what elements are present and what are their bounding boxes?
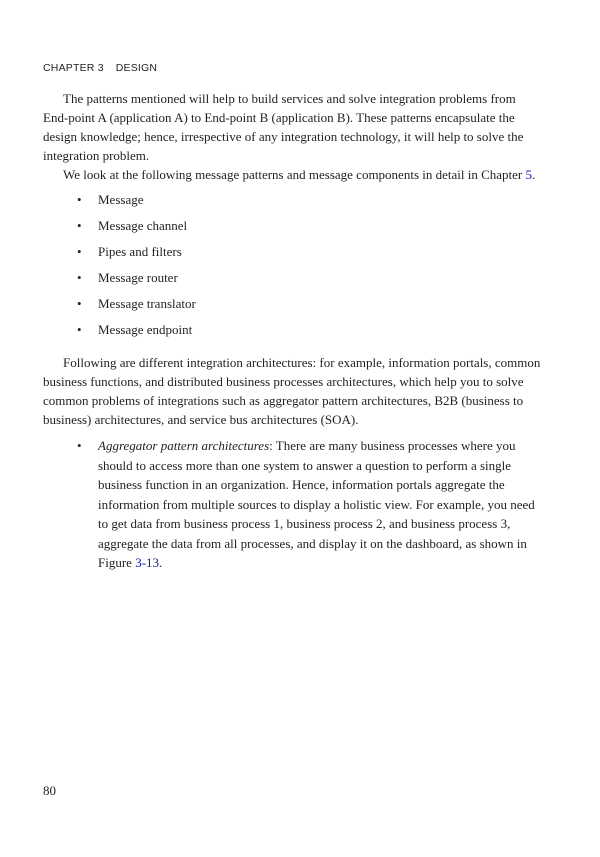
list-item: [43, 190, 543, 216]
chapter-title: DESIGN: [115, 62, 158, 74]
chapter-link[interactable]: 5: [525, 167, 533, 182]
bullet-icon: •: [77, 244, 82, 259]
paragraph-text: We look at the following message patterns and message components in detail in Chapter: [63, 167, 526, 182]
list-item-label: Message endpoint: [98, 322, 193, 337]
bullet-icon: •: [77, 192, 82, 207]
bullet-icon: •: [77, 296, 82, 311]
list-item-label: Message: [98, 192, 144, 207]
bullet-icon: •: [77, 218, 82, 233]
bullet-icon: •: [77, 438, 82, 453]
list-item: [43, 216, 543, 242]
list-item-label: Message router: [98, 270, 178, 285]
architectures-paragraph: Following are different integration architectures: for example, information portals, common business functions, and distributed business processes architectures, which help you to solve common problems of integrations such as aggregator pattern architectures, B2B (business to business) architectures, and service bus architectures (SOA).: [43, 355, 541, 427]
chapter-label: CHAPTER 3: [43, 62, 104, 74]
bullet-icon: •: [77, 322, 82, 337]
running-header: [43, 62, 157, 74]
aggregator-description: : There are many business processes where you should to access more than one system to answer a question to perform a single business function in an organization. Hence, information portals aggregate the information from multiple sources to display a holistic view. For example, you need to get data from business process 1, business process 2, and business process 3, aggregate the data from all processes, and display it on the dashboard, as shown in Figure: [98, 438, 535, 570]
list-item: [43, 268, 543, 294]
list-item-label: Message translator: [98, 296, 196, 311]
list-item: [43, 242, 543, 268]
paragraph-end: .: [532, 167, 536, 182]
aggregator-term: Aggregator pattern architectures: [98, 438, 270, 453]
bullet-icon: •: [77, 270, 82, 285]
list-item-label: Message channel: [98, 218, 188, 233]
list-item: [43, 320, 543, 346]
aggregator-bullet: [43, 436, 538, 573]
list-item-label: Pipes and filters: [98, 244, 182, 259]
page-body: [43, 89, 543, 573]
page-number: 80: [43, 783, 56, 798]
figure-link[interactable]: 3-13: [135, 555, 160, 570]
list-item: [43, 294, 543, 320]
intro-paragraph: The patterns mentioned will help to build services and solve integration problems from End-point A (application A) to End-point B (application B). These patterns encapsulate the design knowledge; hence, irrespective of any integration technology, it will help to solve the integration problem.: [43, 91, 524, 163]
message-pattern-list: [43, 190, 543, 346]
message-patterns-paragraph: [43, 165, 543, 184]
aggregator-end: .: [159, 555, 163, 570]
